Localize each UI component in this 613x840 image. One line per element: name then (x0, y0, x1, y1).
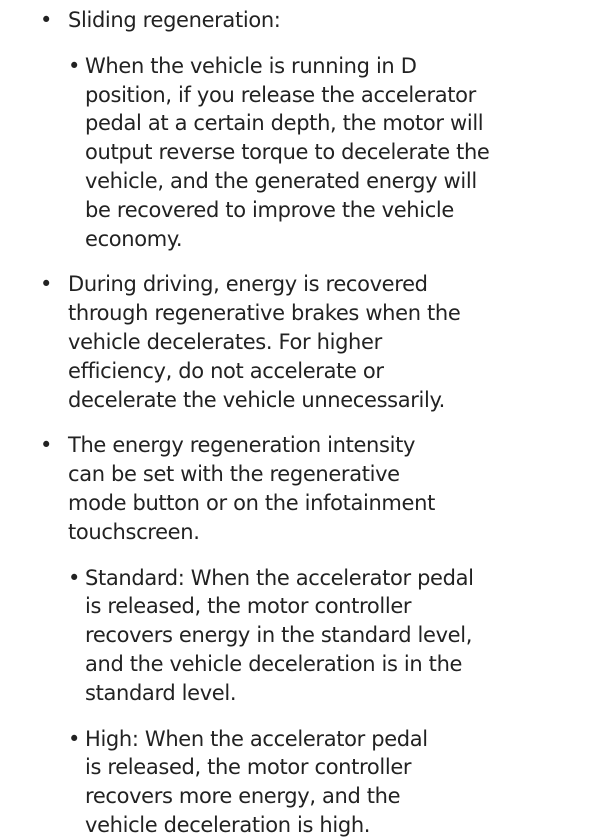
list-item-regeneration-intensity (40, 431, 593, 839)
bullet-dot-icon: • (68, 53, 81, 78)
list-item-text: During driving, energy is recovered through regenerative brakes when the vehicle decelerates. For higher efficiency, do not accelerate or decelerate the vehicle unnecessarily. (68, 272, 461, 412)
sub-item-text: High: When the accelerator pedal is released, the motor controller recovers more energy, and the vehicle deceleration is high. (85, 726, 428, 837)
sub-item-text: When the vehicle is running in D position, if you release the accelerator pedal at a certain depth, the motor will output reverse torque to decelerate the vehicle, and the generated energy will be recovered to improve the vehicle economy. (85, 53, 490, 251)
sub-item-high-mode (68, 725, 593, 840)
bullet-dot-icon: • (40, 433, 53, 458)
sub-item-sliding-description (68, 52, 593, 254)
bullet-dot-icon: • (40, 272, 53, 297)
list-item-driving-recovery (40, 270, 593, 414)
sub-bullet-list (68, 52, 593, 254)
sub-item-text: Standard: When the accelerator pedal is released, the motor controller recovers energy in the standard level, and the vehicle deceleration is in the standard level. (85, 565, 474, 705)
sub-bullet-list (68, 564, 593, 840)
bullet-dot-icon: • (68, 726, 81, 751)
bullet-dot-icon: • (68, 565, 81, 590)
sub-item-standard-mode (68, 564, 593, 708)
list-item-text: The energy regeneration intensity can be set with the regenerative mode button or on the infotainment touchscreen. (68, 433, 435, 544)
bullet-list (40, 6, 593, 840)
bullet-dot-icon: • (40, 8, 53, 32)
list-item-text: Sliding regeneration: (68, 8, 281, 32)
list-item-sliding-regeneration (40, 6, 593, 253)
